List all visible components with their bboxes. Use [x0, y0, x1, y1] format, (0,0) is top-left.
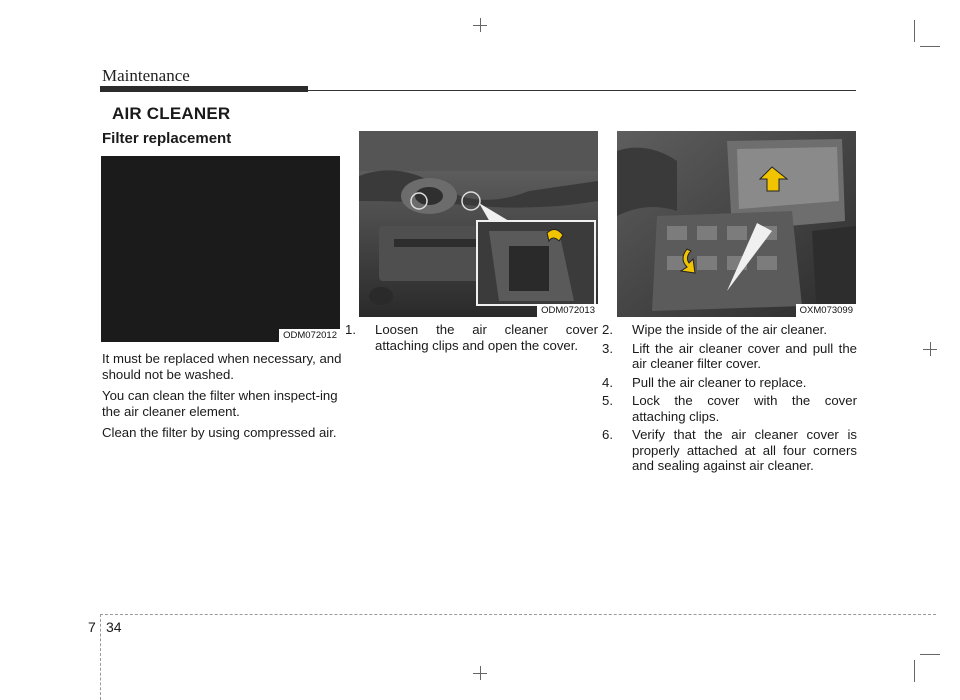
footer-rule [100, 614, 936, 615]
paragraph: Clean the filter by using compressed air. [102, 425, 337, 440]
step-text: Verify that the air cleaner cover is properly attached at all four corners and sealing against air cleaner. [632, 427, 857, 473]
chapter-number: 7 [88, 619, 96, 635]
section-header-label: Maintenance [102, 66, 190, 85]
crop-mark [914, 660, 915, 682]
header-bar [100, 86, 308, 92]
step-text: Wipe the inside of the air cleaner. [632, 322, 827, 337]
crop-mark [920, 654, 940, 655]
crop-mark [920, 46, 940, 47]
figure-3-caption: OXM073099 [796, 304, 856, 317]
figure-2-photo [359, 131, 598, 317]
steps-column-2 [345, 322, 598, 356]
figure-3-photo [617, 131, 856, 317]
engine-bay-illustration [359, 131, 598, 317]
step-text: Lock the cover with the cover attaching clips. [632, 393, 857, 424]
crop-mark [914, 20, 915, 42]
crop-mark [473, 673, 487, 674]
step-text: Pull the air cleaner to replace. [632, 374, 807, 390]
step-number: 3. [602, 340, 613, 356]
step-item [345, 322, 598, 353]
step-number: 2. [602, 322, 613, 337]
steps-column-3 [602, 322, 857, 477]
paragraph: It must be replaced when necessary, and should not be washed. [102, 351, 342, 382]
subsection-title: Filter replacement [102, 130, 232, 147]
figure-1-photo [101, 156, 340, 342]
header-rule [308, 90, 856, 91]
step-number: 5. [602, 393, 613, 408]
intro-text [102, 351, 342, 447]
crop-mark [923, 349, 937, 350]
section-title: AIR CLEANER [112, 104, 231, 123]
step-number: 1. [345, 322, 356, 337]
figure-1-caption: ODM072012 [279, 329, 340, 342]
step-item [602, 322, 857, 338]
step-number: 6. [602, 427, 613, 442]
crop-mark [473, 25, 487, 26]
step-text: Lift the air cleaner cover and pull the air cleaner filter cover. [632, 340, 857, 371]
step-item [602, 340, 857, 372]
step-number: 4. [602, 374, 613, 390]
step-item [602, 374, 857, 391]
step-item [602, 393, 857, 424]
figure-2-caption: ODM072013 [537, 304, 598, 317]
page-number: 34 [106, 619, 122, 635]
paragraph: You can clean the filter when inspect-ing the air cleaner element. [102, 388, 338, 419]
air-cleaner-illustration [617, 131, 856, 317]
footer-vertical-rule [100, 614, 101, 700]
step-text: Loosen the air cleaner cover attaching clips and open the cover. [375, 322, 598, 353]
step-item [602, 427, 857, 474]
